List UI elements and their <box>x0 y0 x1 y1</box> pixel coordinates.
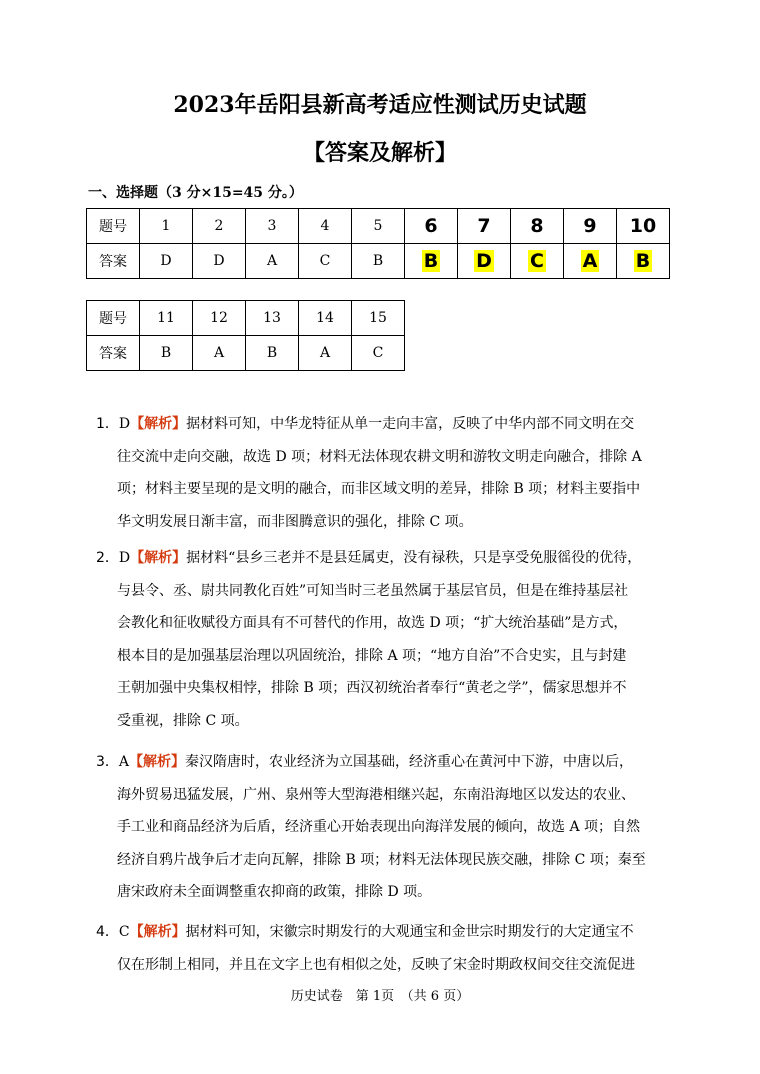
explanation-text: 据材料可知，中华龙特征从单一走向丰富，反映了中华内部不同文明在交 <box>186 416 635 432</box>
question-number: 3． <box>96 754 119 770</box>
explanation-line: 经济自鸦片战争后才走向瓦解，排除 B 项；材料无法体现民族交融，排除 C 项；秦至 <box>117 851 646 868</box>
answer-cell: D <box>193 244 246 279</box>
row-label: 答案 <box>87 336 140 371</box>
answer-letter: D <box>118 416 131 432</box>
explanation-line <box>96 916 686 949</box>
highlighted-answer: D <box>476 250 492 272</box>
analysis-tag: 【解析】 <box>129 754 186 770</box>
explanation-line: 与县令、丞、尉共同教化百姓”可知当时三老虽然属于基层官员，但是在维持基层社 <box>117 582 629 599</box>
answer-cell: A <box>246 244 299 279</box>
answer-cell: A <box>193 336 246 371</box>
question-number: 11 <box>140 301 193 336</box>
answer-cell <box>511 244 564 279</box>
explanation-line <box>96 542 686 575</box>
answer-cell: B <box>140 336 193 371</box>
answer-cell: B <box>352 244 405 279</box>
answer-cell: A <box>299 336 352 371</box>
page-title: 2023年岳阳县新高考适应性测试历史试题 <box>173 92 587 118</box>
explanation-line: 受重视，排除 C 项。 <box>117 712 249 729</box>
answer-cell: C <box>299 244 352 279</box>
question-number: 15 <box>352 301 405 336</box>
answer-cell: D <box>140 244 193 279</box>
answer-table-part-1 <box>86 208 670 279</box>
answer-cell <box>617 244 670 279</box>
explanation-line <box>96 408 686 441</box>
answer-cell: B <box>246 336 299 371</box>
analysis-tag: 【解析】 <box>130 550 187 566</box>
question-number: 4 <box>299 209 352 244</box>
answer-letter: C <box>118 924 130 940</box>
explanation-text: 秦汉隋唐时，农业经济为立国基础，经济重心在黄河中下游，中唐以后， <box>185 754 634 770</box>
explanation-line <box>96 746 686 779</box>
explanation-line: 根本目的是加强基层治理以巩固统治，排除 A 项；“地方自治”不合史实，且与封建 <box>117 647 627 664</box>
question-number: 1 <box>140 209 193 244</box>
explanation-1 <box>96 408 686 538</box>
section-heading: 一、选择题（3 分×15=45 分。） <box>88 185 303 201</box>
question-number: 9 <box>564 209 617 244</box>
explanation-line: 手工业和商品经济为后盾，经济重心开始表现出向海洋发展的倾向，故选 A 项；自然 <box>117 819 641 835</box>
analysis-tag: 【解析】 <box>130 416 187 432</box>
row-label: 题号 <box>87 301 140 336</box>
explanation-line: 项；材料主要呈现的是文明的融合，而非区域文明的差异，排除 B 项；材料主要指中 <box>117 481 641 497</box>
highlighted-answer: B <box>423 250 439 272</box>
explanation-3 <box>96 746 686 909</box>
table-row <box>87 301 405 336</box>
question-number: 2 <box>193 209 246 244</box>
question-number: 3 <box>246 209 299 244</box>
explanation-2 <box>96 542 686 737</box>
explanation-line: 华文明发展日渐丰富，而非图腾意识的强化，排除 C 项。 <box>117 513 473 530</box>
table-row <box>87 336 405 371</box>
highlighted-answer: B <box>635 250 651 272</box>
explanation-line: 唐宋政府未全面调整重农抑商的政策，排除 D 项。 <box>117 884 432 900</box>
page-footer: 历史试卷 第 1页 （共 6 页） <box>290 989 470 1004</box>
answer-letter: A <box>118 754 130 770</box>
table-row <box>87 244 670 279</box>
answer-cell <box>564 244 617 279</box>
question-number: 7 <box>458 209 511 244</box>
answer-table-part-2 <box>86 300 405 371</box>
row-label: 答案 <box>87 244 140 279</box>
question-number: 5 <box>352 209 405 244</box>
analysis-tag: 【解析】 <box>129 924 186 940</box>
question-number: 4． <box>96 924 119 940</box>
explanation-line: 海外贸易迅猛发展，广州、泉州等大型海港相继兴起，东南沿海地区以发达的农业、 <box>117 786 635 803</box>
question-number: 12 <box>193 301 246 336</box>
question-number: 13 <box>246 301 299 336</box>
explanation-line: 王朝加强中央集权相悖，排除 B 项；西汉初统治者奉行“黄老之学”，儒家思想并不 <box>117 680 627 696</box>
highlighted-answer: C <box>530 250 544 272</box>
row-label: 题号 <box>87 209 140 244</box>
page-subtitle: 【答案及解析】 <box>302 140 457 166</box>
answer-cell: C <box>352 336 405 371</box>
question-number: 6 <box>405 209 458 244</box>
explanation-line: 会教化和征收赋役方面具有不可替代的作用，故选 D 项；“扩大统治基础”是方式， <box>117 615 628 631</box>
explanation-4 <box>96 916 686 981</box>
table-row <box>87 209 670 244</box>
explanation-line: 往交流中走向交融，故选 D 项；材料无法体现农耕文明和游牧文明走向融合，排除 A <box>117 448 642 465</box>
question-number: 14 <box>299 301 352 336</box>
answer-cell <box>458 244 511 279</box>
question-number: 10 <box>617 209 670 244</box>
explanation-line: 仅在形制上相同，并且在文字上也有相似之处，反映了宋金时期政权间交往交流促进 <box>117 956 635 973</box>
explanation-text: 据材料可知，宋徽宗时期发行的大观通宝和金世宗时期发行的大定通宝不 <box>185 924 634 940</box>
question-number: 2． <box>96 550 119 566</box>
explanation-text: 据材料“县乡三老并不是县廷属吏，没有禄秩，只是享受免服徭役的优待， <box>186 550 642 566</box>
answer-letter: D <box>118 550 131 566</box>
highlighted-answer: A <box>582 250 598 272</box>
answer-cell <box>405 244 458 279</box>
question-number: 1． <box>96 416 119 432</box>
question-number: 8 <box>511 209 564 244</box>
